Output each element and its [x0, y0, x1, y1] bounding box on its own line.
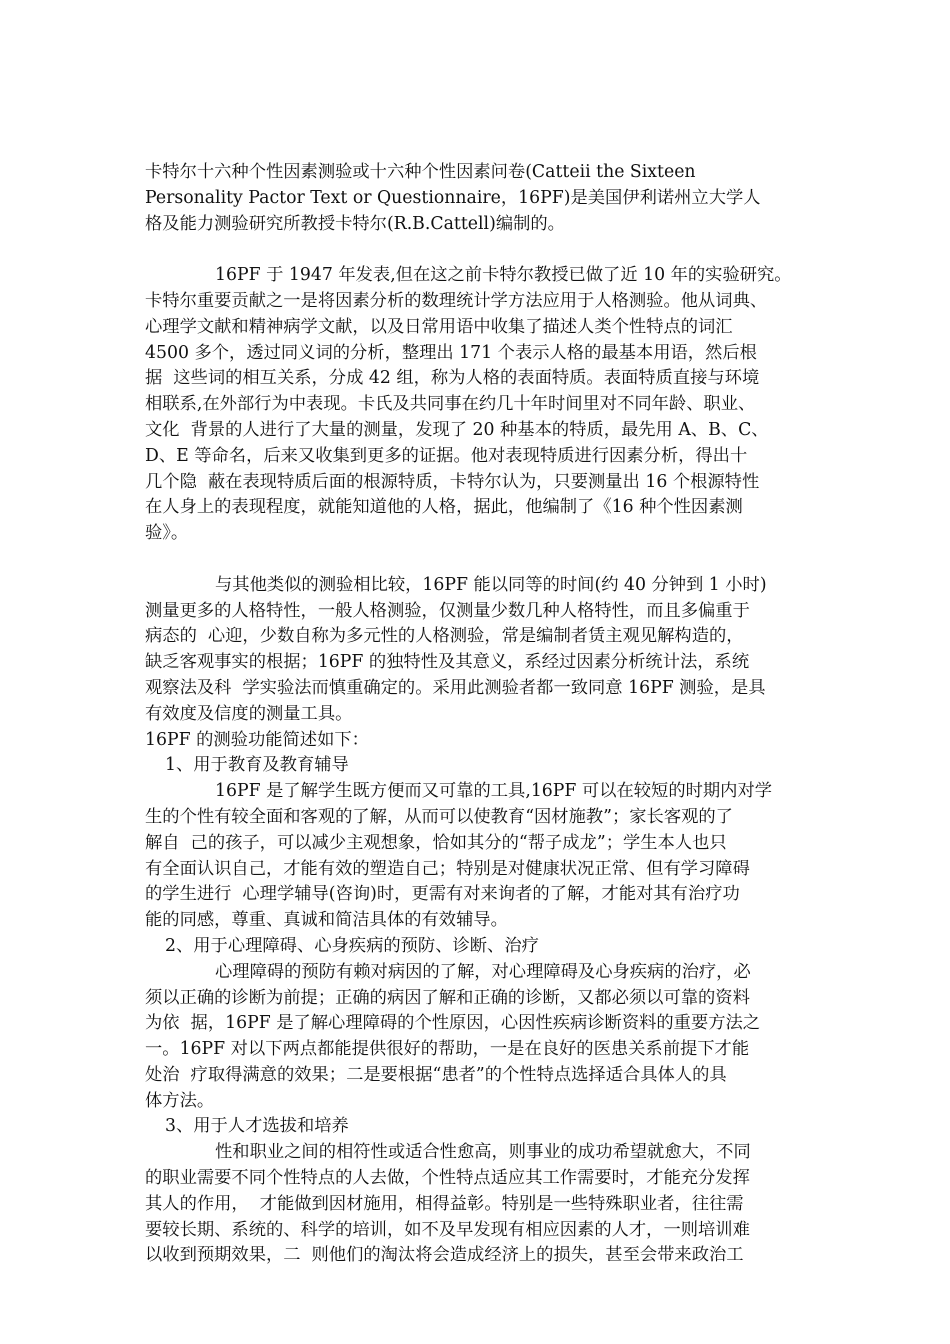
text-line: 与其他类似的测验相比较，16PF 能以同等的时间(约 40 分钟到 1 小时)	[215, 574, 767, 595]
text-line: 的学生进行 心理学辅导(咨询)时，更需有对来询者的了解，才能对其有治疗功	[145, 884, 740, 905]
function-item-talent	[145, 1114, 813, 1269]
function-item-education	[145, 753, 813, 934]
text-line: 的职业需要不同个性特点的人去做，个性特点适应其工作需要时，才能充分发挥	[145, 1168, 750, 1189]
text-line: 一。16PF 对以下两点都能提供很好的帮助，一是在良好的医患关系前提下才能	[145, 1039, 750, 1060]
text-line: 其人的作用， 才能做到因材施用，相得益彰。特别是一些特殊职业者，往往需	[145, 1193, 744, 1214]
text-line: 以收到预期效果，二 则他们的淘汰将会造成经济上的损失，甚至会带来政治工	[145, 1245, 744, 1266]
text-line: 为依 据，16PF 是了解心理障碍的个性原因，心因性疾病诊断资料的重要方法之	[145, 1013, 761, 1034]
text-line: 几个隐 蔽在表现特质后面的根源特质，卡特尔认为，只要测量出 16 个根源特性	[145, 471, 760, 492]
function-item-psychology	[145, 934, 813, 1115]
text-line: 解自 己的孩子，可以减少主观想象，恰如其分的“帮子成龙”；学生本人也只	[145, 832, 727, 853]
text-line: 体方法。	[145, 1090, 215, 1111]
item-heading: 3、用于人才选拔和培养	[165, 1116, 349, 1137]
text-line: D、E 等命名，后来又收集到更多的证据。他对表现特质进行因素分析，得出十	[145, 445, 748, 466]
text-line: 相联系,在外部行为中表现。卡氏及共同事在约几十年时间里对不同年龄、职业、	[145, 394, 756, 415]
text-line: 要较长期、系统的、科学的培训，如不及早发现有相应因素的人才，一则培训难	[145, 1219, 750, 1240]
text-line: 据 这些词的相互关系，分成 42 组，称为人格的表面特质。表面特质直接与环境	[145, 368, 760, 389]
text-line: 病态的 心迎，少数自称为多元性的人格测验，常是编制者赁主观见解构造的，	[145, 626, 744, 647]
text-line: 须以正确的诊断为前提；正确的病因了解和正确的诊断，又都必须以可靠的资料	[145, 987, 750, 1008]
text-line: 格及能力测验研究所教授卡特尔(R.B.Cattell)编制的。	[145, 213, 565, 234]
paragraph-gap	[145, 547, 813, 573]
text-line: 卡特尔十六种个性因素测验或十六种个性因素问卷(Catteii the Sixteen	[145, 162, 696, 182]
functions-title: 16PF 的测验功能简述如下：	[145, 729, 369, 750]
text-line: Personality Pactor Text or Questionnaire，16PF)是美国伊利诺州立大学人	[145, 187, 761, 208]
text-line: 验》。	[145, 523, 189, 544]
text-line: 4500 多个，透过同义词的分析，整理出 171 个表示人格的最基本用语，然后根	[145, 342, 757, 363]
item-heading: 2、用于心理障碍、心身疾病的预防、诊断、治疗	[165, 935, 539, 956]
text-line: 处治 疗取得满意的效果；二是要根据“患者”的个性特点选择适合具体人的具	[145, 1064, 727, 1085]
text-line: 16PF 是了解学生既方便而又可靠的工具,16PF 可以在较短的时期内对学	[215, 781, 773, 802]
text-line: 性和职业之间的相符性或适合性愈高，则事业的成功希望就愈大，不同	[215, 1142, 751, 1163]
document-page	[145, 160, 813, 1269]
intro-paragraph	[145, 160, 813, 237]
text-line: 能的同感，尊重、真诚和简洁具体的有效辅导。	[145, 910, 508, 931]
text-line: 观察法及科 学实验法而慎重确定的。采用此测验者都一致同意 16PF 测验，是具	[145, 677, 766, 698]
paragraph-gap	[145, 237, 813, 263]
text-line: 文化 背景的人进行了大量的测量，发现了 20 种基本的特质，最先用 A、B、C、	[145, 419, 769, 440]
comparison-paragraph	[145, 573, 813, 728]
text-line: 在人身上的表现程度，就能知道他的人格，据此，他编制了《16 种个性因素测	[145, 497, 743, 518]
text-line: 缺乏客观事实的根据；16PF 的独特性及其意义，系经过因素分析统计法，系统	[145, 652, 750, 673]
text-line: 心理障碍的预防有赖对病因的了解，对心理障碍及心身疾病的治疗，必	[215, 961, 751, 982]
text-line: 测量更多的人格特性，一般人格测验，仅测量少数几种人格特性，而且多偏重于	[145, 600, 750, 621]
text-line: 生的个性有较全面和客观的了解，从而可以使教育“因材施教”；家长客观的了	[145, 806, 733, 827]
text-line: 16PF 于 1947 年发表,但在这之前卡特尔教授已做了近 10 年的实验研究。	[215, 265, 792, 286]
item-heading: 1、用于教育及教育辅导	[165, 755, 349, 776]
history-paragraph	[145, 263, 813, 547]
text-line: 心理学文献和精神病学文献，以及日常用语中收集了描述人类个性特点的词汇	[145, 316, 733, 337]
text-line: 有全面认识自己，才能有效的塑造自己；特别是对健康状况正常、但有学习障碍	[145, 858, 750, 879]
text-line: 卡特尔重要贡献之一是将因素分析的数理统计学方法应用于人格测验。他从词典、	[145, 290, 768, 311]
text-line: 有效度及信度的测量工具。	[145, 703, 353, 724]
